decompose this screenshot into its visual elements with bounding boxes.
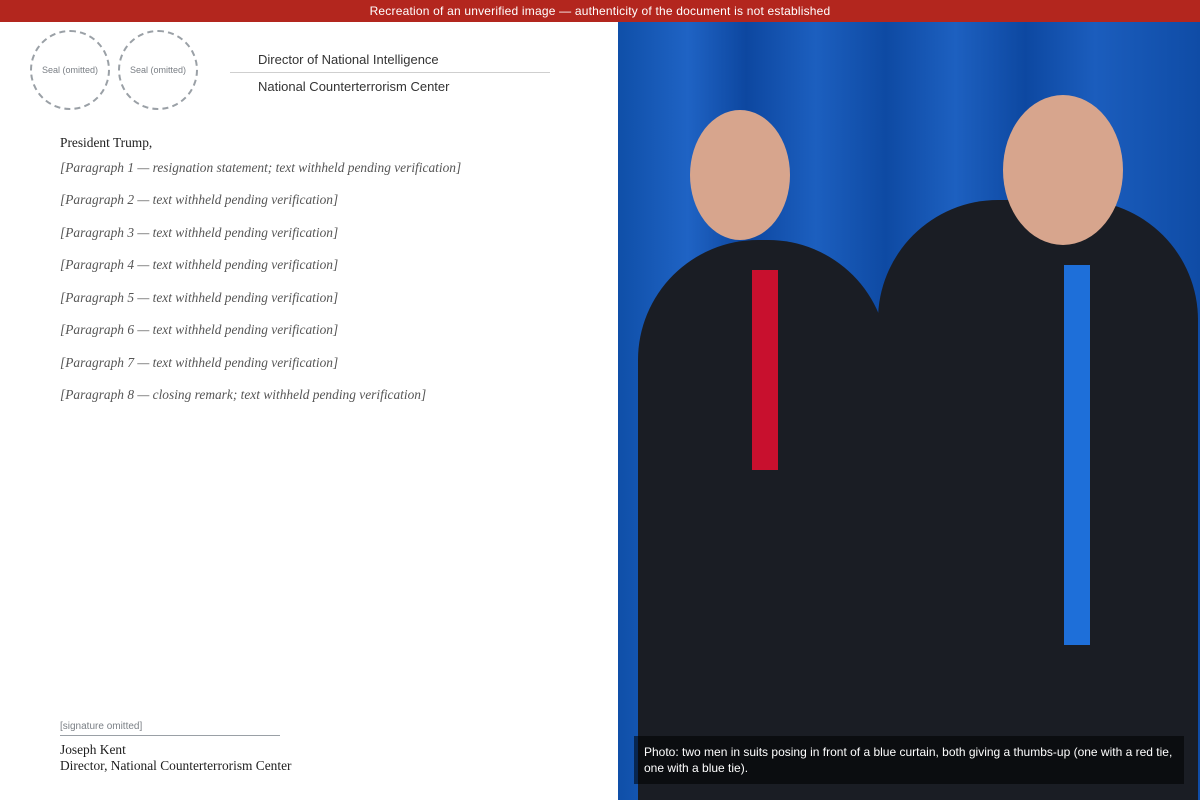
org-line-nctc: National Counterterrorism Center bbox=[258, 79, 450, 94]
seal-placeholder-right: Seal (omitted) bbox=[118, 30, 198, 110]
letter-paragraph: [Paragraph 5 — text withheld pending verification] bbox=[60, 289, 339, 305]
signature-block bbox=[60, 700, 292, 774]
letter-body bbox=[60, 135, 580, 420]
person-right-head bbox=[1003, 95, 1123, 245]
letter-paragraph: [Paragraph 1 — resignation statement; text withheld pending verification] bbox=[60, 159, 462, 175]
letter-paragraph: [Paragraph 6 — text withheld pending verification] bbox=[60, 322, 339, 337]
letter-paragraph: [Paragraph 4 — text withheld pending verification] bbox=[60, 257, 339, 272]
person-right-silhouette bbox=[878, 200, 1198, 800]
letter-paragraph: [Paragraph 8 — closing remark; text withheld pending verification] bbox=[60, 387, 427, 402]
letter-paragraph: [Paragraph 7 — text withheld pending verification] bbox=[60, 354, 339, 370]
letter-paragraph: [Paragraph 3 — text withheld pending verification] bbox=[60, 224, 339, 240]
signature-placeholder: [signature omitted] bbox=[60, 700, 280, 736]
photo-panel bbox=[618, 0, 1200, 800]
signer-title: Director, National Counterterrorism Center bbox=[60, 758, 292, 773]
letterhead bbox=[30, 30, 450, 110]
org-line-dni: Director of National Intelligence bbox=[230, 52, 550, 73]
signer-name: Joseph Kent bbox=[60, 742, 126, 757]
letter-paragraph: [Paragraph 2 — text withheld pending verification] bbox=[60, 192, 339, 207]
person-left-head bbox=[690, 110, 790, 240]
blue-tie bbox=[1064, 265, 1090, 645]
photo-caption: Photo: two men in suits posing in front of a blue curtain, both giving a thumbs-up (one with a red tie, one with a blue tie). bbox=[634, 736, 1184, 784]
salutation: President Trump, bbox=[60, 135, 153, 150]
red-tie bbox=[752, 270, 778, 470]
unverified-notice: Recreation of an unverified image — authenticity of the document is not established bbox=[0, 0, 1200, 22]
seal-placeholder-left: Seal (omitted) bbox=[30, 30, 110, 110]
org-lines bbox=[230, 52, 550, 94]
